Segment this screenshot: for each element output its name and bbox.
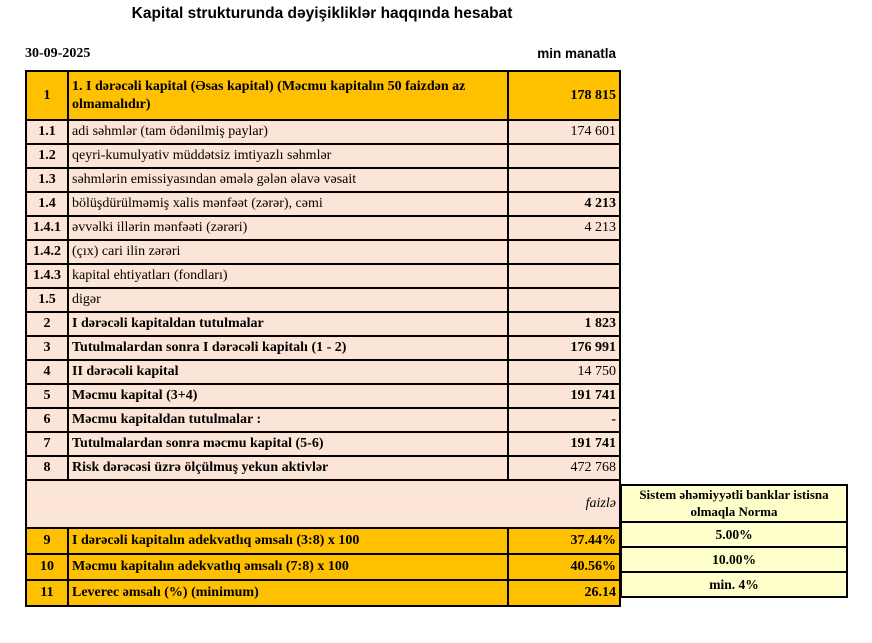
page-title: Kapital strukturunda dəyişikliklər haqqında hesabat [131,5,513,22]
row-value-cell: 37.44% [508,528,620,554]
row-number-cell: 6 [26,408,68,432]
table-row [26,312,620,336]
row-label-cell: Məcmu kapitalın adekvatlıq əmsalı (7:8) x 100 [68,554,508,580]
row-number-cell: 7 [26,432,68,456]
row-value-cell: 26.14 [508,580,620,606]
table-row [26,456,620,480]
capital-structure-table [25,70,621,607]
table-row [26,554,620,580]
row-value-cell: 472 768 [508,456,620,480]
unit-label: min manatla [537,46,616,61]
row-number-cell: 10 [26,554,68,580]
norm-value-cell: min. 4% [709,577,759,592]
row-label-cell: Tutulmalardan sonra məcmu kapital (5-6) [68,432,508,456]
row-label-cell: adi səhmlər (tam ödənilmiş paylar) [68,120,508,144]
row-value-cell: 4 213 [508,192,620,216]
row-value-cell [508,144,620,168]
row-label-cell: qeyri-kumulyativ müddətsiz imtiyazlı səhmlər [68,144,508,168]
row-label-cell: II dərəcəli kapital [68,360,508,384]
table-row [26,384,620,408]
norm-value-cell: 10.00% [622,548,846,573]
table-row [26,192,620,216]
row-value-cell: 14 750 [508,360,620,384]
table-row [26,288,620,312]
row-label-cell: I dərəcəli kapitaldan tutulmalar [68,312,508,336]
row-label-cell: əvvəlki illərin mənfəəti (zərəri) [68,216,508,240]
row-number-cell: 1.3 [26,168,68,192]
table-row [26,432,620,456]
row-label-cell: Risk dərəcəsi üzrə ölçülmuş yekun aktivlər [68,456,508,480]
row-number-cell: 1.4.1 [26,216,68,240]
table-row [26,528,620,554]
table-row [26,580,620,606]
row-label-cell: Tutulmalardan sonra I dərəcəli kapitalı (1 - 2) [68,336,508,360]
row-label-cell: səhmlərin emissiyasından əmələ gələn əlavə vəsait [68,168,508,192]
row-number-cell: 11 [26,580,68,606]
row-number-cell: 3 [26,336,68,360]
table-row [26,71,620,120]
row-label-cell: Məcmu kapitaldan tutulmalar : [68,408,508,432]
row-number-cell: 1.5 [26,288,68,312]
row-value-cell: 174 601 [508,120,620,144]
row-number-cell: 1.4.2 [26,240,68,264]
table-row [26,168,620,192]
row-label-cell: digər [68,288,508,312]
row-label-cell: 1. I dərəcəli kapital (Əsas kapital) (Məcmu kapitalın 50 faizdən az olmamalıdır) [68,71,508,120]
table-row [26,360,620,384]
table-row [26,336,620,360]
table-row [26,408,620,432]
norm-value-cell: 5.00% [622,523,846,548]
row-label-cell: bölüşdürülməmiş xalis mənfəət (zərər), cəmi [68,192,508,216]
row-label-cell: (çıx) cari ilin zərəri [68,240,508,264]
row-label-cell: I dərəcəli kapitalın adekvatlıq əmsalı (3:8) x 100 [68,528,508,554]
row-value-cell: 191 741 [508,384,620,408]
row-number-cell: 8 [26,456,68,480]
row-number-cell: 2 [26,312,68,336]
row-number-cell: 1 [26,71,68,120]
table-row [26,120,620,144]
row-number-cell: 5 [26,384,68,408]
table-row [26,216,620,240]
row-value-cell: 1 823 [508,312,620,336]
norm-box-values [622,523,846,596]
norm-box [620,484,848,598]
row-label-cell: Leverec əmsalı (%) (minimum) [68,580,508,606]
row-number-cell: 4 [26,360,68,384]
row-value-cell [508,264,620,288]
row-value-cell [508,168,620,192]
row-value-cell: - [508,408,620,432]
row-number-cell: 9 [26,528,68,554]
row-value-cell: 191 741 [508,432,620,456]
row-number-cell: 1.4.3 [26,264,68,288]
table-row [26,240,620,264]
row-label-cell: Məcmu kapital (3+4) [68,384,508,408]
row-number-cell: 1.2 [26,144,68,168]
row-label-cell: kapital ehtiyatları (fondları) [68,264,508,288]
table-row [26,144,620,168]
row-value-cell [508,240,620,264]
table-row [26,480,620,528]
row-value-cell [508,288,620,312]
norm-box-header: Sistem əhəmiyyətli banklar istisna olmaqla Norma [622,486,846,523]
percent-unit-cell: faizlə [26,480,620,528]
table-row [26,264,620,288]
row-number-cell: 1.1 [26,120,68,144]
row-value-cell: 178 815 [508,71,620,120]
row-number-cell: 1.4 [26,192,68,216]
row-value-cell: 40.56% [508,554,620,580]
row-value-cell: 176 991 [508,336,620,360]
row-value-cell: 4 213 [508,216,620,240]
report-date: 30-09-2025 [25,46,91,61]
